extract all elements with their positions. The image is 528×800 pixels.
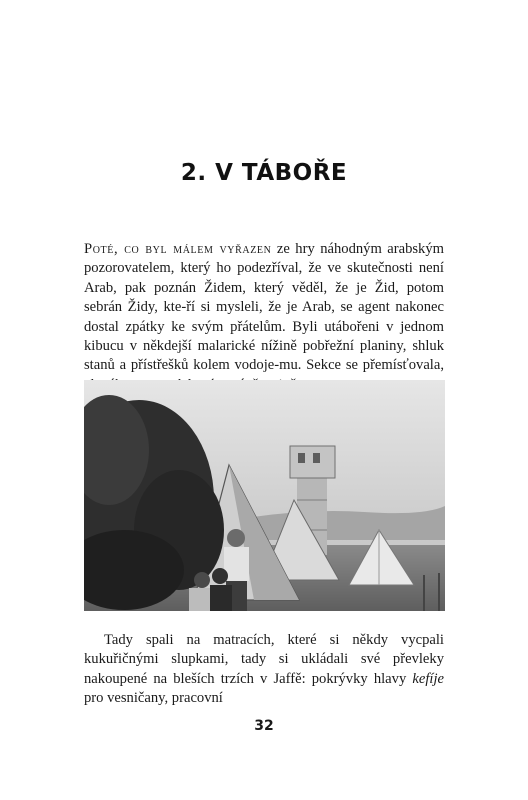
page-number: 32 (254, 718, 274, 734)
camp-photo-image (84, 380, 445, 611)
camp-photo (84, 380, 445, 611)
paragraph-1 (84, 240, 444, 395)
paragraph-1-text: ze hry náhodným arabským pozorovatelem, který ho podezříval, že ve skutečnosti není Arab, pak poznán Židem, který věděl, že je Žid, potom sebrán Židy, kte-ří si mysleli, že je Arab, se agent nakonec dostal zpátky ke svým přátelům. Byli utábořeni v jednom kibucu v někdejší malarické nížině pobřežní planiny, shluk stanů a přístřešků kolem vodoje-mu. Sekce se přemísťovala, (84, 241, 444, 374)
paragraph-2-text-before: Tady spali na matracích, které si někdy vycpali kukuřičnými slupkami, tady si ukládali své převleky nakoupené na bleších trzích v Jaffě: pokrývky hlavy (84, 632, 444, 687)
paragraph-2 (84, 631, 444, 709)
paragraph-2-italic-term: kefíje (412, 670, 444, 687)
lead-in-smallcaps: Poté, co byl málem vyřazen (84, 241, 272, 257)
chapter-title: 2. V TÁBOŘE (180, 160, 348, 186)
paragraph-2-text-after: pro vesničany, pracovní (84, 690, 223, 707)
